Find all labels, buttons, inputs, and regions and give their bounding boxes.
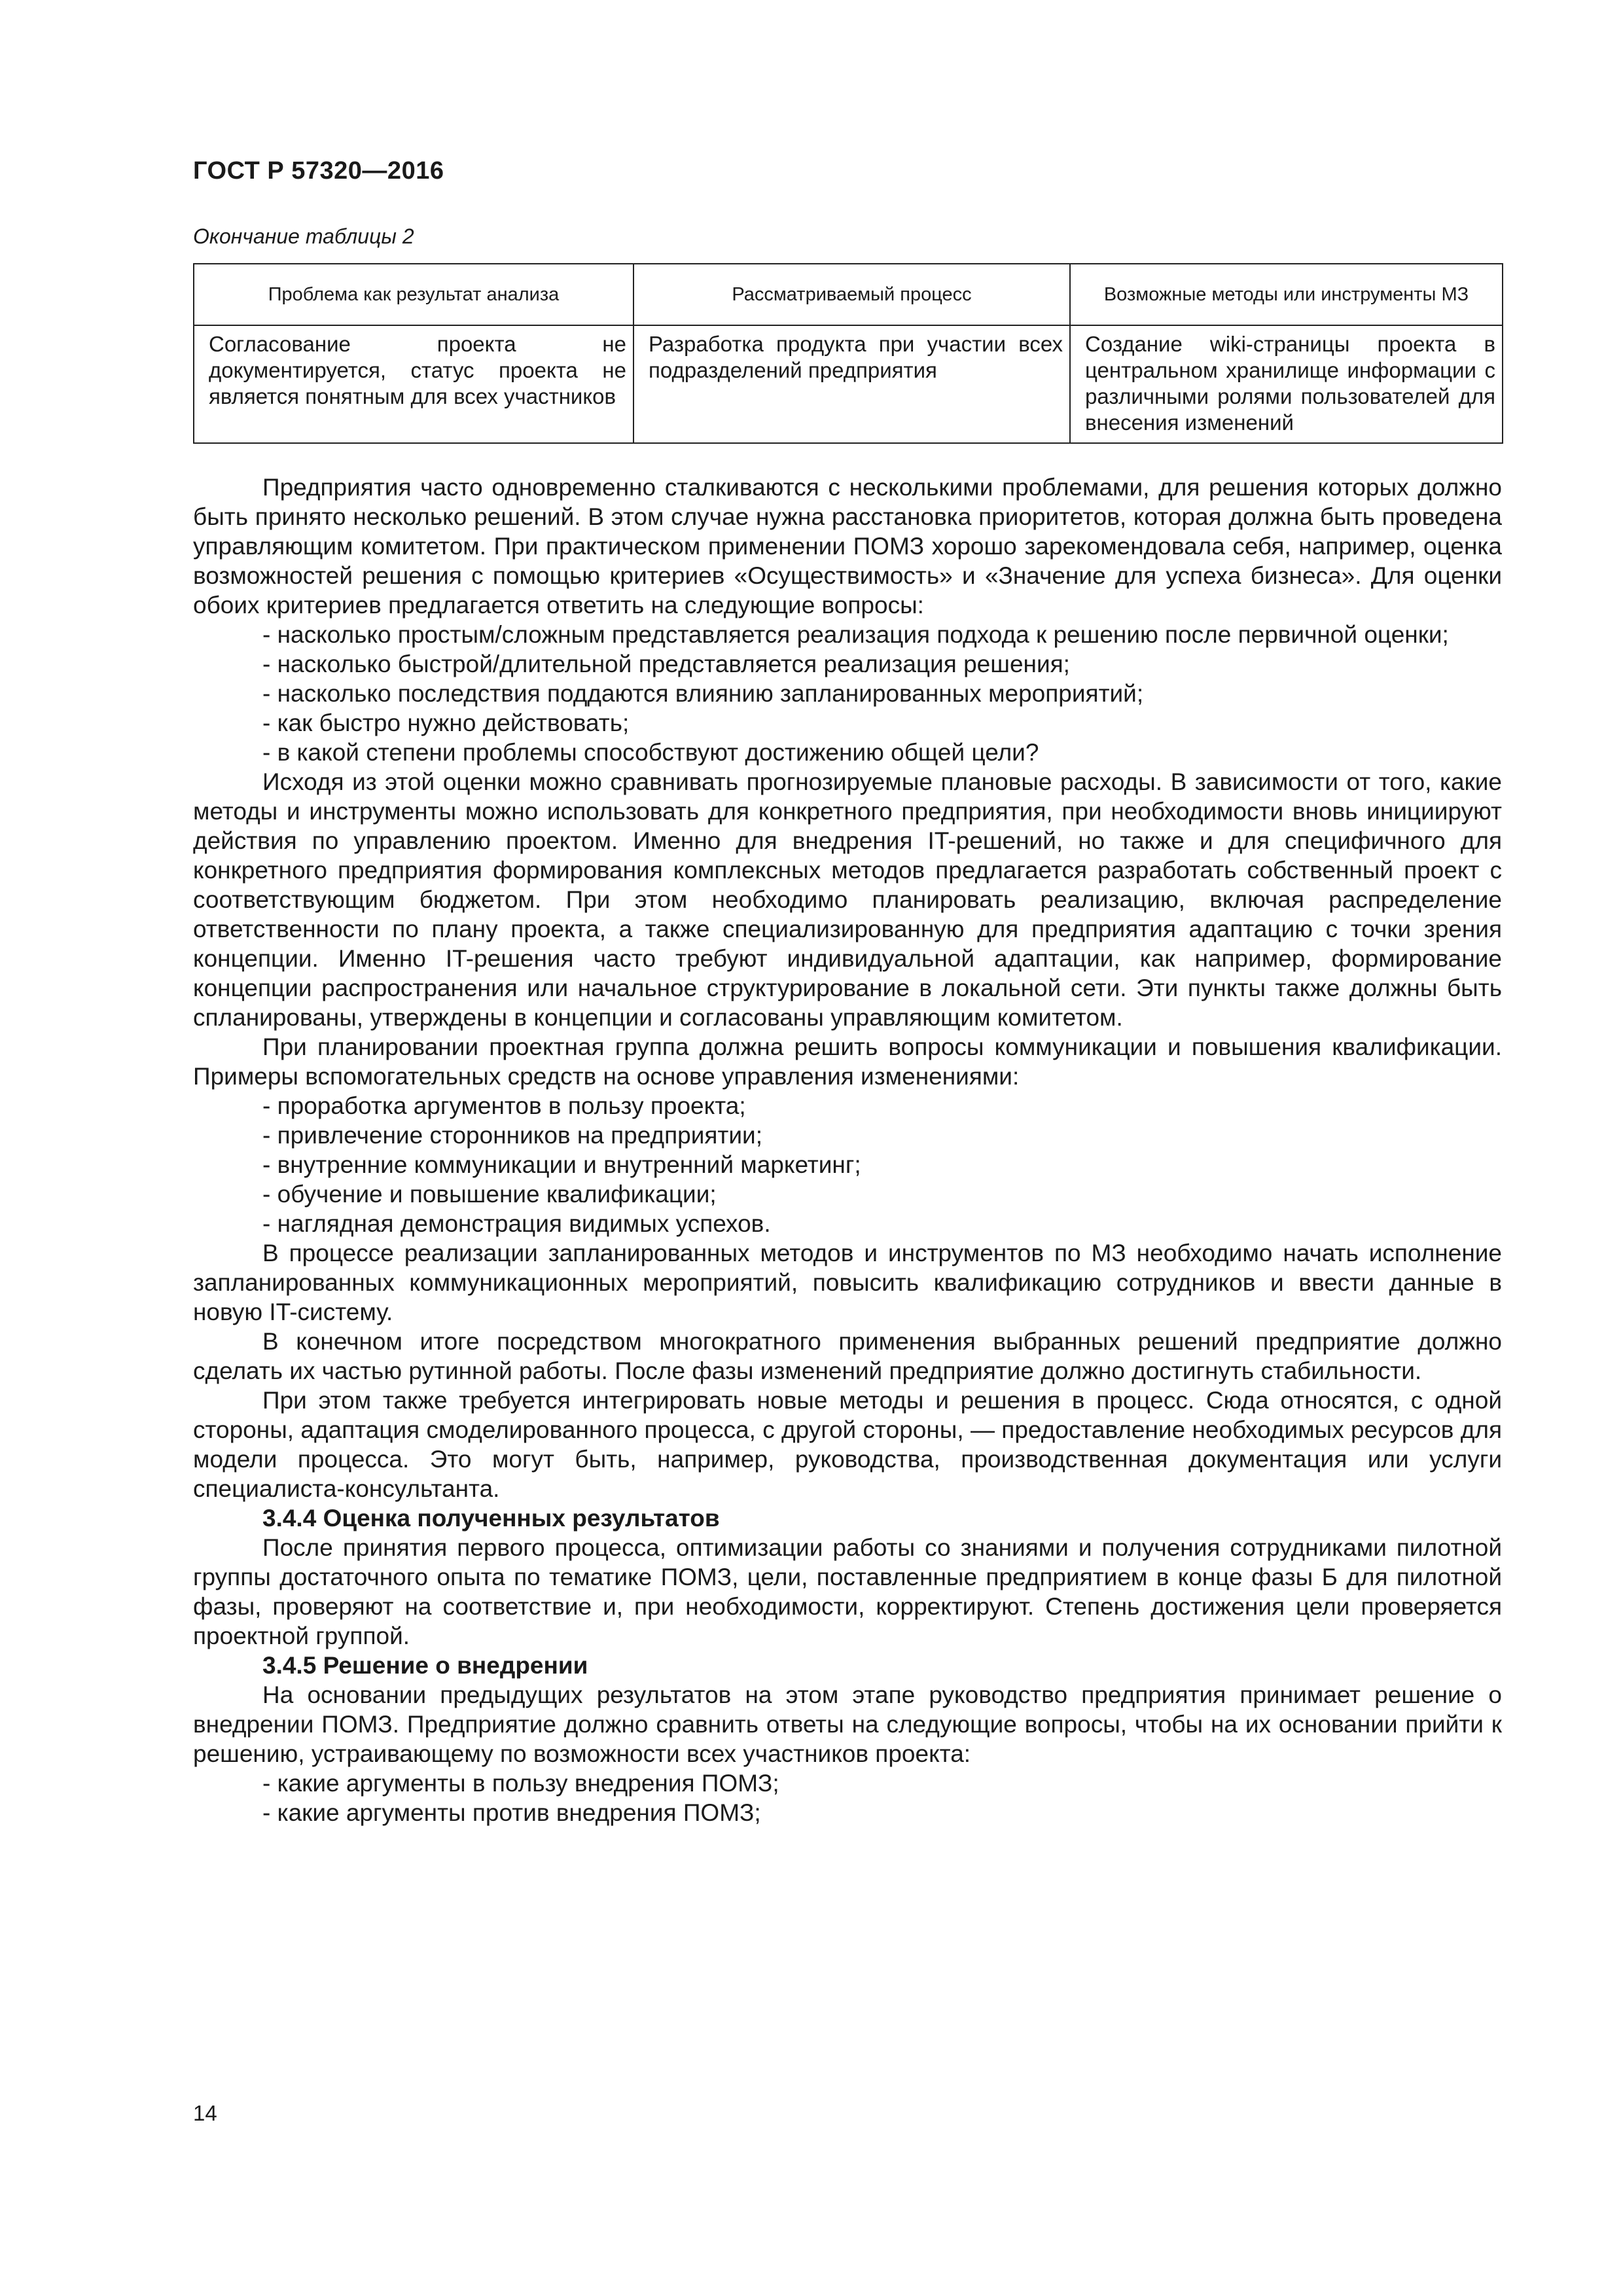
paragraph: В конечном итоге посредством многократного применения выбранных решений предприятие должно сделать их частью рутинной работы. После фазы изменений предприятие должно достигнуть стабильности. [193, 1328, 1502, 1384]
list-item: - насколько последствия поддаются влиянию запланированных мероприятий; [262, 680, 1144, 707]
column-header-process: Рассматриваемый процесс [633, 264, 1070, 325]
list-item: - насколько простым/сложным представляется реализация подхода к решению после первичной оценки; [262, 621, 1449, 648]
section-heading-3-4-4: 3.4.4 Оценка полученных результатов [262, 1505, 720, 1532]
list-item: - обучение и повышение квалификации; [262, 1181, 717, 1208]
list-item: - в какой степени проблемы способствуют достижению общей цели? [262, 739, 1039, 766]
column-header-problem: Проблема как результат анализа [194, 264, 633, 325]
table-row [194, 325, 1503, 443]
list-item: - какие аргументы против внедрения ПОМЗ; [262, 1799, 761, 1826]
body-text [193, 473, 1502, 1827]
paragraph: При планировании проектная группа должна решить вопросы коммуникации и повышения квалификации. Примеры вспомогательных средств на основе управления изменениями: [193, 1033, 1502, 1090]
document-header-title: ГОСТ Р 57320—2016 [193, 157, 444, 185]
paragraph: В процессе реализации запланированных методов и инструментов по МЗ необходимо начать исполнение запланированных коммуникационных мероприятий, повысить квалификацию сотрудников и ввести данные в новую IT-систему. [193, 1240, 1502, 1325]
paragraph: После принятия первого процесса, оптимизации работы со знаниями и получения сотрудниками пилотной группы достаточного опыта по тематике ПОМЗ, цели, поставленные предприятием в конце фазы Б для пилотной фазы, проверяют на соответствие и, при необходимости, корректируют. Степень достижения цели проверяется проектной группой. [193, 1534, 1502, 1649]
document-page [193, 157, 1502, 1827]
paragraph: При этом также требуется интегрировать новые методы и решения в процесс. Сюда относятся, с одной стороны, адаптация смоделированного процесса, с другой стороны, — предоставление необходимых ресурсов для модели процесса. Это могут быть, например, руководства, производственная документация или услуги специалиста-консультанта. [193, 1387, 1502, 1502]
list-item: - какие аргументы в пользу внедрения ПОМЗ; [262, 1770, 779, 1797]
list-item: - насколько быстрой/длительной представляется реализация решения; [262, 651, 1070, 677]
column-header-methods: Возможные методы или инструменты МЗ [1070, 264, 1503, 325]
table-caption: Окончание таблицы 2 [193, 224, 414, 248]
paragraph: Исходя из этой оценки можно сравнивать прогнозируемые плановые расходы. В зависимости от того, какие методы и инструменты можно использовать для конкретного предприятия, при необходимости вновь инициируют действия по управлению проектом. Именно для внедрения IT-решений, но также и для специфичного для конкретного предприятия формирования комплексных методов предлагается разработать собственный проект с соответствующим бюджетом. При этом необходимо планировать реализацию, включая распределение ответственности по плану проекта, а также специализированную для предприятия адаптацию с точки зрения концепции. Именно IT-решения часто требуют индивидуальной адаптации, как например, формирование концепции распространения или начальное структурирование в локальной сети. Эти пункты также должны быть спланированы, утверждены в концепции и согласованы управляющим комитетом. [193, 768, 1502, 1031]
list-item: - как быстро нужно действовать; [262, 709, 630, 736]
table-cell-methods: Создание wiki-страницы проекта в центральном хранилище информации с различными ролями пользователей для внесения изменений [1070, 325, 1503, 443]
paragraph: Предприятия часто одновременно сталкиваются с несколькими проблемами, для решения которых должно быть принято несколько решений. В этом случае нужна расстановка приоритетов, которая должна быть проведена управляющим комитетом. При практическом применении ПОМЗ хорошо зарекомендовала себя, например, оценка возможностей решения с помощью критериев «Осуществимость» и «Значение для успеха бизнеса». Для оценки обоих критериев предлагается ответить на следующие вопросы: [193, 474, 1502, 619]
section-heading-3-4-5: 3.4.5 Решение о внедрении [262, 1652, 588, 1679]
list-item: - привлечение сторонников на предприятии; [262, 1122, 762, 1149]
table-cell-problem: Согласование проекта не документируется, статус проекта не является понятным для всех участников [194, 325, 633, 443]
list-item: - наглядная демонстрация видимых успехов. [262, 1210, 771, 1237]
page-number: 14 [193, 2101, 217, 2125]
table-cell-process: Разработка продукта при участии всех подразделений предприятия [633, 325, 1070, 443]
table-header-row [194, 264, 1503, 325]
table-2-end [193, 263, 1503, 444]
list-item: - проработка аргументов в пользу проекта; [262, 1092, 746, 1119]
list-item: - внутренние коммуникации и внутренний маркетинг; [262, 1151, 861, 1178]
paragraph: На основании предыдущих результатов на этом этапе руководство предприятия принимает решение о внедрении ПОМЗ. Предприятие должно сравнить ответы на следующие вопросы, чтобы на их основании прийти к решению, устраивающему по возможности всех участников проекта: [193, 1681, 1502, 1767]
